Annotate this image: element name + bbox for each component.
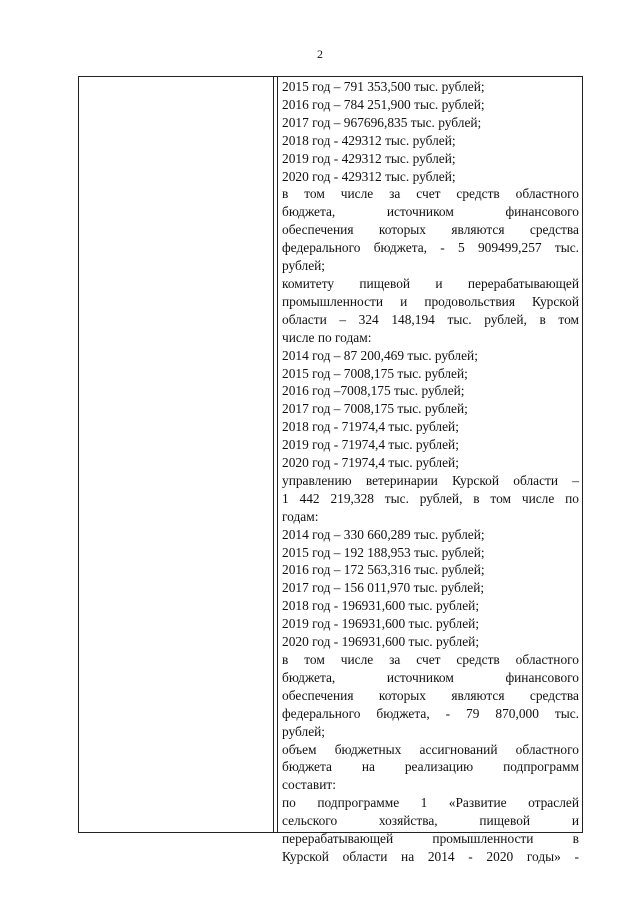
text-line: 2014 год – 330 660,289 тыс. рублей; [282,526,485,542]
text-line: 2020 год - 196931,600 тыс. рублей; [282,634,480,650]
text-line: 2014 год – 87 200,469 тыс. рублей; [282,347,478,363]
text-line: 2020 год - 71974,4 тыс. рублей; [282,455,459,471]
text-line: 2016 год –7008,175 тыс. рублей; [282,383,465,399]
program-table [78,76,583,864]
text-line: 2017 год – 967696,835 тыс. рублей; [282,114,482,130]
text-line: федерального бюджета, - 5 909499,257 тыс. [282,240,579,256]
text-line: 2017 год – 7008,175 тыс. рублей; [282,401,468,417]
text-line: управлению ветеринарии Курской области – [282,472,579,488]
text-line: 2015 год – 192 188,953 тыс. рублей; [282,544,485,560]
text-line: в том числе за счет средств областного [282,652,579,667]
column-divider [273,77,274,832]
text-line: обеспечения которых являются средства [282,222,579,238]
text-line: рублей; [282,723,326,739]
text-line: бюджета на реализацию подпрограмм [282,759,579,775]
text-line: Курской области на 2014 - 2020 годы» - [282,848,579,864]
text-line: промышленности и продовольствия Курской [282,293,579,309]
text-line: 2020 год - 429312 тыс. рублей; [282,168,456,184]
text-line: годам: [282,508,319,524]
text-line: 2018 год - 196931,600 тыс. рублей; [282,598,480,614]
funding-text-cell [282,78,579,866]
text-line: 2016 год – 784 251,900 тыс. рублей; [282,96,485,112]
text-line: комитету пищевой и перерабатывающей [282,275,579,291]
text-line: 2019 год - 71974,4 тыс. рублей; [282,437,459,453]
column-divider [277,77,278,832]
text-line: 2017 год – 156 011,970 тыс. рублей; [282,580,485,596]
text-line: в том числе за счет средств областного [282,186,579,202]
text-line: обеспечения которых являются средства [282,687,579,703]
text-line: числе по годам: [282,329,372,345]
text-line: рублей; [282,258,326,274]
text-line: 2018 год - 71974,4 тыс. рублей; [282,419,459,435]
text-line: 2015 год – 7008,175 тыс. рублей; [282,365,468,381]
text-line: бюджета, источником финансового [282,669,579,685]
text-line: федерального бюджета, - 79 870,000 тыс. [282,705,579,721]
text-line: объем бюджетных ассигнований областного [282,741,579,757]
text-line: по подпрограмме 1 «Развитие отраслей [282,795,579,811]
text-line: 1 442 219,328 тыс. рублей, в том числе по [282,490,579,506]
text-line: 2018 год - 429312 тыс. рублей; [282,132,456,148]
text-line: 2015 год – 791 353,500 тыс. рублей; [282,79,485,94]
text-line: 2019 год - 429312 тыс. рублей; [282,150,456,166]
text-line: бюджета, источником финансового [282,204,579,220]
text-line: 2016 год – 172 563,316 тыс. рублей; [282,562,485,578]
text-line: 2019 год - 196931,600 тыс. рублей; [282,616,480,632]
text-line: составит: [282,777,336,793]
page-number: 2 [317,47,323,61]
text-line: области – 324 148,194 тыс. рублей, в том [282,311,579,327]
text-line: сельского хозяйства, пищевой и [282,813,579,829]
text-line: перерабатывающей промышленности в [282,831,579,847]
